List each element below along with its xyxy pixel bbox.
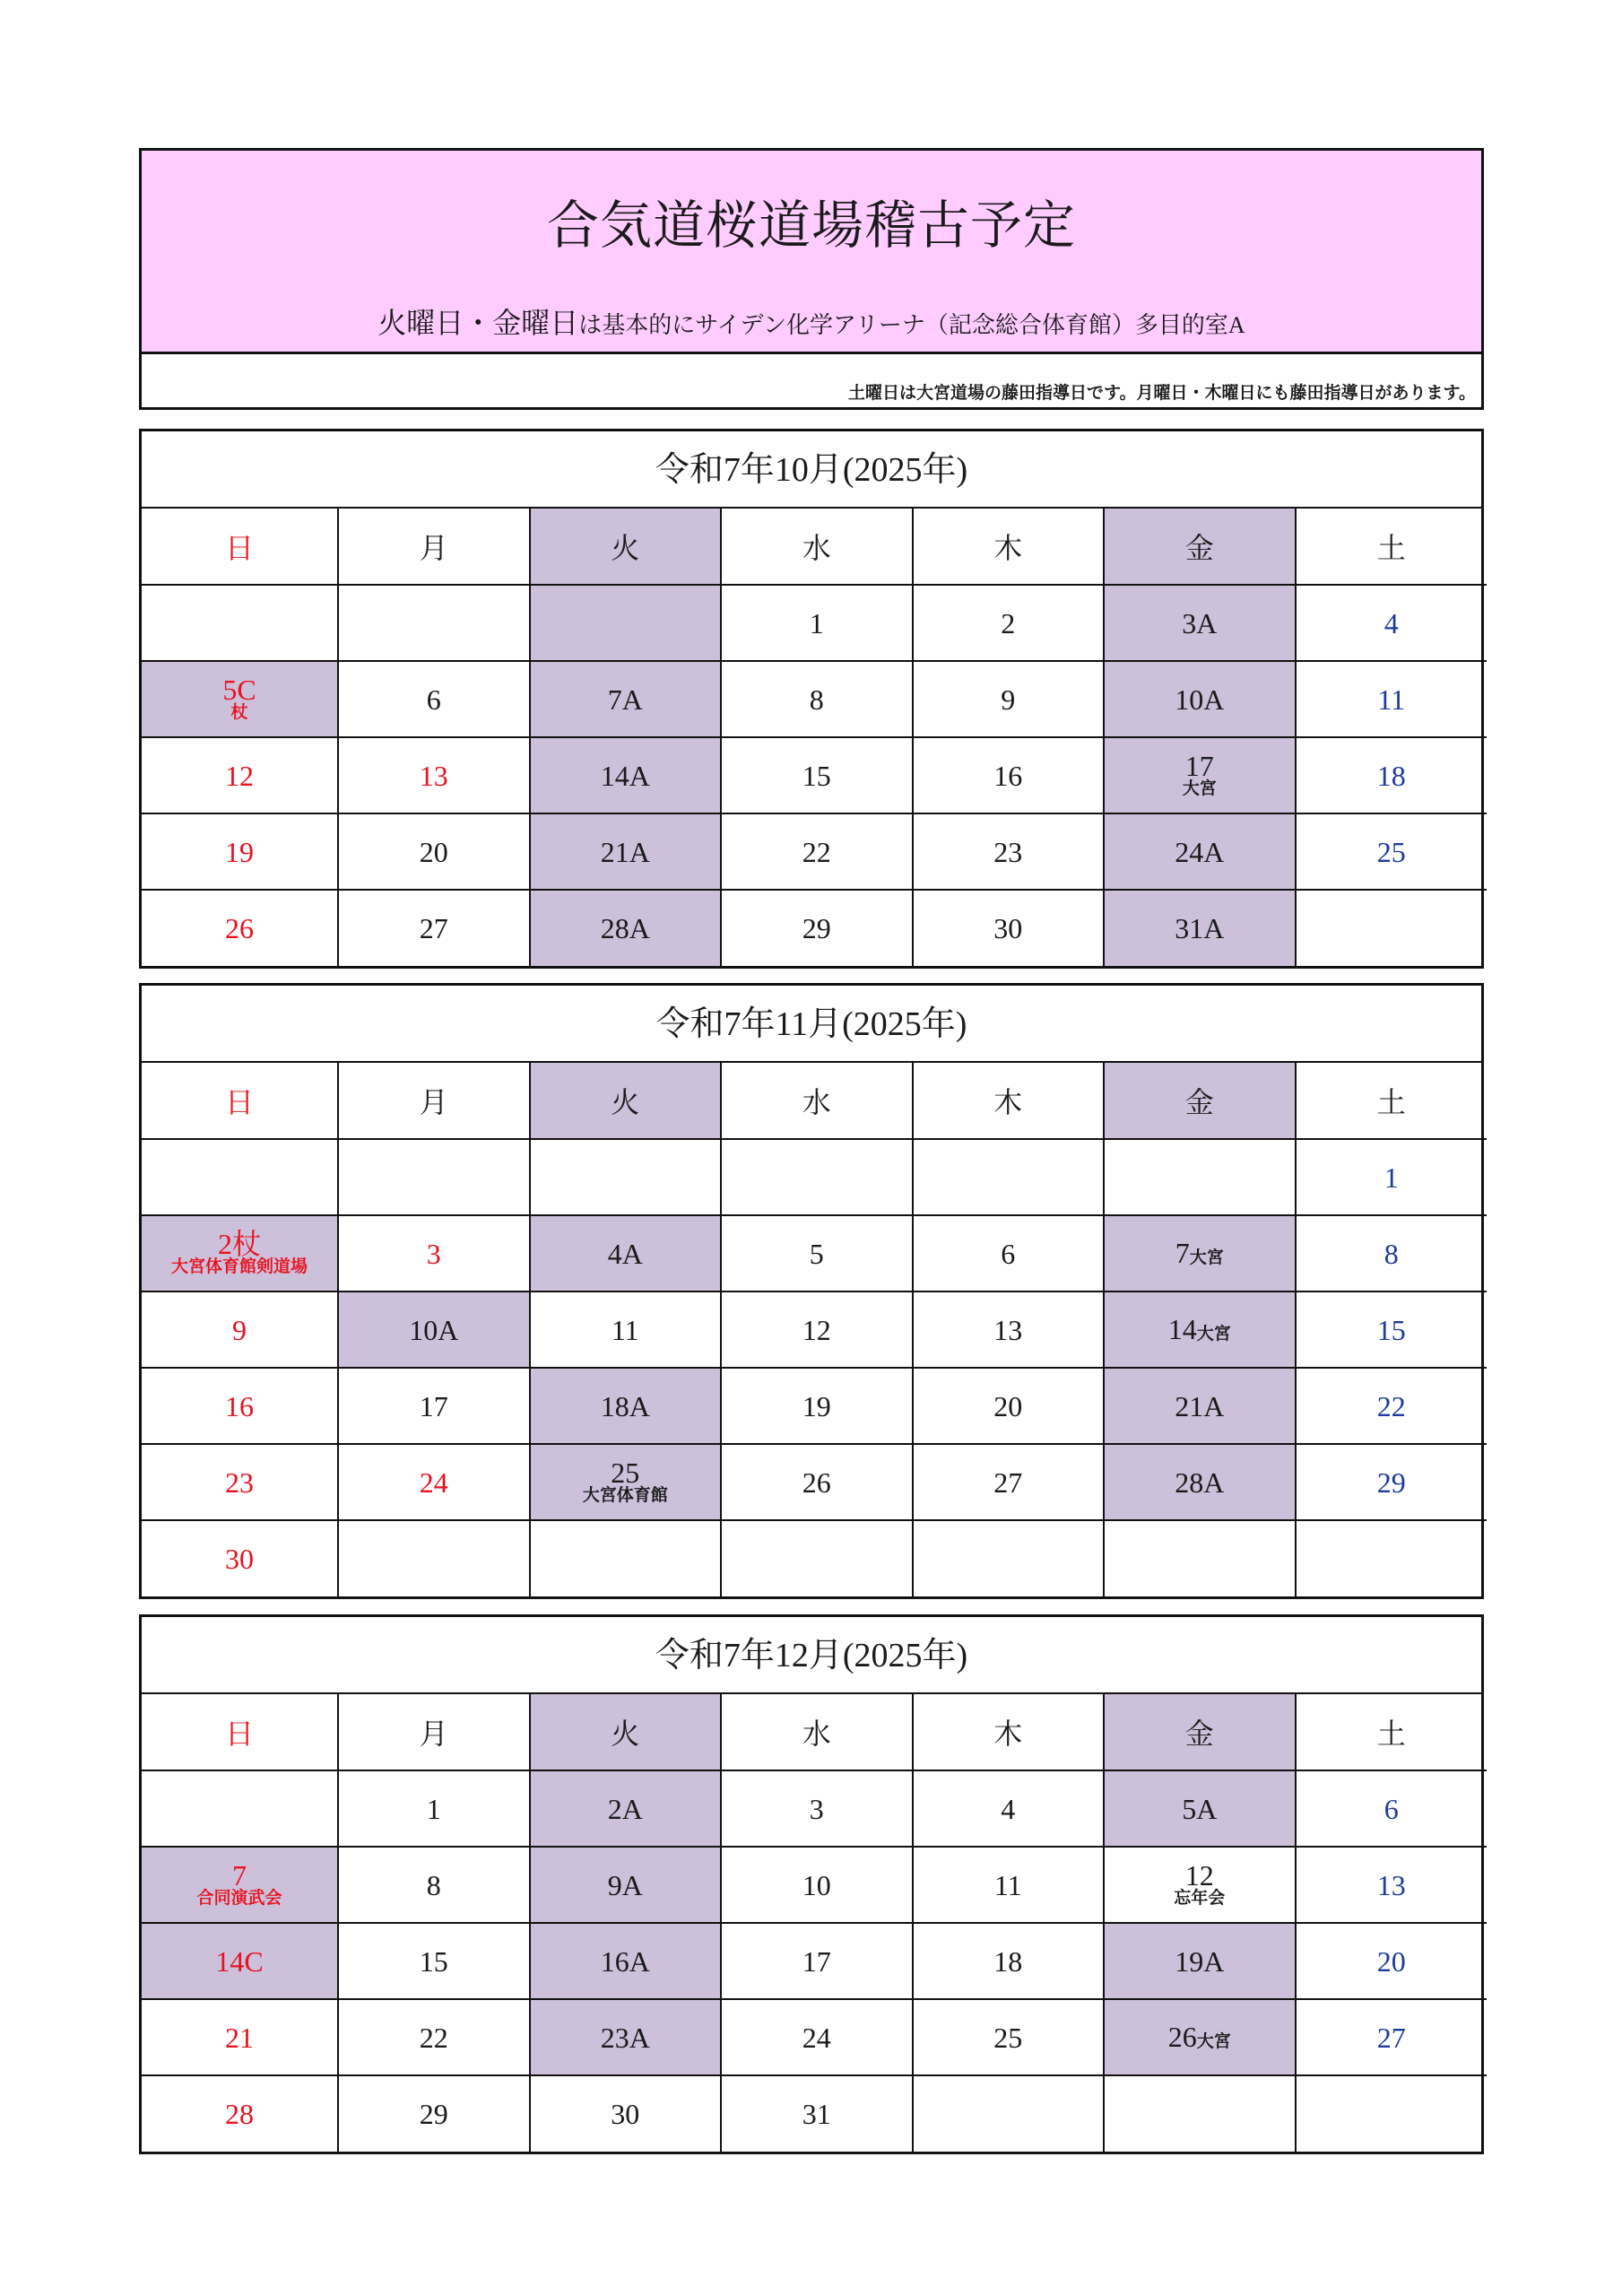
day-number: 15	[1376, 1313, 1406, 1346]
day-event-note: 忘年会	[1174, 1889, 1226, 1909]
day-number: 13	[1376, 1868, 1406, 1901]
day-number: 14	[1167, 1313, 1197, 1345]
weekday-header: 月	[338, 1063, 530, 1139]
day-number: 3	[809, 1792, 824, 1825]
day-cell	[721, 1215, 913, 1292]
day-cell	[530, 1999, 722, 2075]
day-cell	[1296, 1444, 1488, 1520]
day-cell	[530, 1139, 722, 1215]
weekday-header: 金	[1104, 1694, 1296, 1770]
day-number: 18	[1376, 759, 1406, 792]
day-number: 2	[1001, 606, 1016, 639]
day-cell	[913, 1444, 1105, 1520]
day-number: 10	[802, 1868, 831, 1901]
schedule-header	[139, 148, 1484, 410]
day-number: 31A	[1175, 912, 1225, 944]
day-cell	[530, 1292, 722, 1368]
day-cell	[721, 2075, 913, 2152]
day-number: 4	[1001, 1792, 1016, 1825]
day-cell	[721, 1292, 913, 1368]
day-cell	[142, 1999, 338, 2075]
day-number: 8	[1383, 1237, 1399, 1270]
day-number: 2A	[607, 1792, 643, 1825]
page-title: 合気道桜道場稽古予定	[546, 196, 1076, 255]
day-number: 16A	[600, 1944, 650, 1978]
day-cell	[338, 813, 530, 890]
day-number: 15	[802, 759, 831, 792]
weekday-header: 水	[721, 1694, 913, 1770]
day-number: 26	[802, 1465, 831, 1499]
day-cell	[913, 1292, 1105, 1368]
day-cell	[530, 1215, 722, 1292]
week-row	[142, 1215, 1487, 1292]
day-number: 21	[225, 2021, 254, 2054]
day-cell	[913, 1770, 1105, 1847]
day-cell	[721, 1770, 913, 1847]
day-cell	[142, 1923, 338, 1999]
day-number: 19A	[1175, 1944, 1225, 1978]
weekday-header: 土	[1296, 509, 1488, 585]
day-number: 7	[232, 1859, 247, 1892]
day-cell	[338, 1770, 530, 1847]
day-number: 20	[1376, 1944, 1406, 1978]
day-venue-note: 大宮	[1196, 1325, 1231, 1344]
day-cell	[142, 1215, 338, 1292]
day-cell	[142, 661, 338, 737]
day-number: 11	[611, 1313, 639, 1346]
day-cell	[530, 1847, 722, 1923]
weekday-header: 火	[530, 1694, 722, 1770]
day-number: 23A	[600, 2021, 650, 2054]
day-cell	[913, 585, 1105, 661]
day-event-note: 大宮	[1182, 779, 1217, 799]
day-cell	[338, 1444, 530, 1520]
day-number: 29	[1376, 1465, 1406, 1499]
day-number: 5A	[1182, 1792, 1218, 1825]
day-number: 22	[419, 2021, 448, 2054]
day-number: 25	[611, 1457, 640, 1490]
day-number: 3	[426, 1237, 441, 1270]
day-cell	[530, 661, 722, 737]
day-number: 22	[802, 835, 831, 868]
day-cell	[913, 813, 1105, 890]
weekday-header: 金	[1104, 509, 1296, 585]
day-number: 28	[225, 2098, 254, 2130]
day-venue-note: 大宮	[1196, 2032, 1231, 2051]
day-event-note: 合同演武会	[196, 1889, 282, 1909]
day-cell	[1104, 585, 1296, 661]
week-row	[142, 1368, 1487, 1444]
day-cell	[142, 890, 338, 966]
day-number: 1	[809, 606, 824, 639]
day-cell	[721, 1923, 913, 1999]
weekday-header: 土	[1296, 1063, 1488, 1139]
day-cell	[1104, 1999, 1296, 2075]
weekday-header: 土	[1296, 1694, 1488, 1770]
day-number: 6	[426, 683, 441, 716]
weekday-header: 木	[913, 1063, 1105, 1139]
day-cell	[142, 585, 338, 661]
day-cell	[338, 1847, 530, 1923]
month-title: 令和7年10月(2025年)	[142, 431, 1481, 509]
day-number: 5C	[222, 674, 256, 707]
day-cell	[1104, 1368, 1296, 1444]
day-number: 7A	[607, 683, 643, 716]
day-event-note: 大宮体育館剣道場	[170, 1257, 308, 1277]
day-number: 26	[225, 912, 254, 944]
day-cell	[338, 1520, 530, 1596]
day-cell	[142, 1139, 338, 1215]
weekday-header: 水	[721, 1063, 913, 1139]
day-number: 10A	[409, 1313, 459, 1346]
day-number: 15	[419, 1944, 448, 1978]
week-row	[142, 1444, 1487, 1520]
day-venue-note: 大宮	[1189, 1248, 1224, 1267]
day-cell	[1296, 585, 1488, 661]
day-number: 23	[225, 1465, 254, 1499]
weekday-header: 月	[338, 1694, 530, 1770]
day-number: 11	[993, 1868, 1022, 1901]
day-cell	[913, 737, 1105, 813]
day-cell	[142, 1368, 338, 1444]
day-cell	[142, 2075, 338, 2152]
week-row	[142, 661, 1487, 737]
day-cell	[142, 813, 338, 890]
day-number: 25	[993, 2021, 1023, 2054]
day-cell	[721, 1847, 913, 1923]
day-cell	[1104, 1292, 1296, 1368]
day-number: 5	[809, 1237, 824, 1270]
day-cell	[1104, 1520, 1296, 1596]
week-row	[142, 1847, 1487, 1923]
day-cell	[338, 1215, 530, 1292]
day-cell	[913, 661, 1105, 737]
day-cell	[1296, 890, 1488, 966]
day-cell	[142, 1444, 338, 1520]
day-cell	[721, 1999, 913, 2075]
day-cell	[530, 2075, 722, 2152]
day-number: 4	[1383, 606, 1399, 639]
weekday-header: 火	[530, 509, 722, 585]
day-cell	[1104, 813, 1296, 890]
day-cell	[721, 1368, 913, 1444]
weekday-header: 日	[142, 1063, 338, 1139]
weekday-header-row	[142, 1063, 1487, 1139]
day-number: 8	[809, 683, 824, 716]
day-cell	[721, 737, 913, 813]
month-calendar-october	[139, 429, 1484, 969]
day-cell	[142, 1292, 338, 1368]
day-cell	[721, 1139, 913, 1215]
day-cell	[530, 1368, 722, 1444]
week-row	[142, 1292, 1487, 1368]
day-number: 10A	[1175, 683, 1225, 716]
day-cell	[1296, 813, 1488, 890]
day-cell	[1296, 661, 1488, 737]
day-number: 9	[232, 1313, 247, 1346]
day-number: 26	[1167, 2021, 1197, 2053]
day-number: 12	[802, 1313, 831, 1346]
day-cell	[1104, 1847, 1296, 1923]
day-cell	[913, 1368, 1105, 1444]
day-cell	[721, 813, 913, 890]
day-cell	[530, 1770, 722, 1847]
day-cell	[1296, 1923, 1488, 1999]
week-row	[142, 1770, 1487, 1847]
day-cell	[1296, 1292, 1488, 1368]
day-cell	[142, 1847, 338, 1923]
day-cell	[913, 1923, 1105, 1999]
day-cell	[338, 737, 530, 813]
subtitle-days: 火曜日・金曜日	[377, 307, 579, 339]
weekday-header-row	[142, 1694, 1487, 1770]
day-number: 17	[419, 1389, 448, 1422]
week-row	[142, 813, 1487, 890]
weekday-header: 日	[142, 509, 338, 585]
weekday-header: 火	[530, 1063, 722, 1139]
calendar-grid	[142, 509, 1487, 966]
day-number: 13	[419, 759, 448, 792]
weekday-header: 日	[142, 1694, 338, 1770]
day-cell	[1104, 1770, 1296, 1847]
day-number: 14A	[600, 759, 650, 792]
day-number: 17	[1184, 750, 1214, 783]
day-number: 2杖	[217, 1228, 261, 1261]
day-cell	[338, 585, 530, 661]
day-number: 22	[1376, 1389, 1406, 1422]
week-row	[142, 737, 1487, 813]
day-number: 29	[802, 912, 831, 944]
day-cell	[913, 1999, 1105, 2075]
week-row	[142, 1139, 1487, 1215]
day-number: 12	[225, 759, 254, 792]
day-number: 18A	[600, 1389, 650, 1422]
day-cell	[913, 1847, 1105, 1923]
day-cell	[142, 1770, 338, 1847]
month-title: 令和7年12月(2025年)	[142, 1617, 1481, 1694]
day-number: 27	[419, 912, 448, 944]
day-cell	[530, 1520, 722, 1596]
day-number: 9	[1001, 683, 1016, 716]
day-number: 24	[802, 2021, 831, 2054]
day-number: 13	[993, 1313, 1023, 1346]
day-cell	[530, 737, 722, 813]
day-number: 19	[802, 1389, 831, 1422]
day-number: 30	[225, 1543, 254, 1575]
week-row	[142, 1999, 1487, 2075]
day-number: 19	[225, 835, 254, 868]
day-cell	[338, 2075, 530, 2152]
day-number: 29	[419, 2098, 448, 2130]
day-cell	[1104, 2075, 1296, 2152]
calendar-grid	[142, 1694, 1487, 2152]
week-row	[142, 585, 1487, 661]
day-number: 17	[802, 1944, 831, 1978]
day-number: 31	[802, 2098, 831, 2130]
day-event-note: 杖	[230, 703, 248, 723]
day-cell	[1296, 1139, 1488, 1215]
day-number: 28A	[600, 912, 650, 944]
day-cell	[1296, 1520, 1488, 1596]
day-cell	[1296, 1215, 1488, 1292]
day-cell	[1104, 1139, 1296, 1215]
day-cell	[530, 585, 722, 661]
week-row	[142, 890, 1487, 966]
day-cell	[338, 661, 530, 737]
day-number: 6	[1383, 1792, 1399, 1825]
header-banner	[142, 151, 1481, 354]
day-cell	[142, 1520, 338, 1596]
day-number: 16	[225, 1389, 254, 1422]
week-row	[142, 2075, 1487, 2152]
weekday-header: 木	[913, 1694, 1105, 1770]
day-cell	[530, 890, 722, 966]
day-number: 24	[419, 1465, 448, 1499]
day-number: 6	[1001, 1237, 1016, 1270]
subtitle-location: は基本的にサイデン化学アリーナ（記念総合体育館）多目的室A	[578, 312, 1245, 338]
day-cell	[338, 1999, 530, 2075]
day-number: 1	[1383, 1161, 1399, 1194]
day-cell	[338, 1368, 530, 1444]
day-number: 12	[1184, 1859, 1214, 1892]
day-number: 24A	[1175, 835, 1225, 868]
day-cell	[1296, 1770, 1488, 1847]
day-number: 9A	[607, 1868, 643, 1901]
day-cell	[338, 890, 530, 966]
day-cell	[338, 1292, 530, 1368]
day-cell	[1104, 661, 1296, 737]
day-cell	[338, 1139, 530, 1215]
month-calendar-december	[139, 1614, 1484, 2154]
day-cell	[913, 1520, 1105, 1596]
day-cell	[1296, 737, 1488, 813]
day-cell	[1104, 1215, 1296, 1292]
day-cell	[721, 1444, 913, 1520]
day-cell	[1104, 737, 1296, 813]
week-row	[142, 1520, 1487, 1596]
day-cell	[1104, 890, 1296, 966]
day-cell	[530, 1923, 722, 1999]
day-cell	[1296, 1847, 1488, 1923]
day-cell	[142, 737, 338, 813]
day-number: 8	[426, 1868, 441, 1901]
day-cell	[1104, 1444, 1296, 1520]
day-cell	[1296, 2075, 1488, 2152]
day-number: 1	[426, 1792, 441, 1825]
day-number: 23	[993, 835, 1023, 868]
weekday-header-row	[142, 509, 1487, 585]
day-cell	[721, 661, 913, 737]
week-row	[142, 1923, 1487, 1999]
weekday-header: 木	[913, 509, 1105, 585]
day-number: 4A	[607, 1237, 643, 1270]
day-cell	[721, 890, 913, 966]
weekday-header: 金	[1104, 1063, 1296, 1139]
day-cell	[1296, 1368, 1488, 1444]
day-number: 30	[611, 2098, 640, 2130]
month-calendar-november	[139, 983, 1484, 1599]
day-number: 20	[993, 1389, 1023, 1422]
day-number: 28A	[1175, 1465, 1225, 1499]
day-cell	[530, 1444, 722, 1520]
day-number: 14C	[215, 1944, 264, 1978]
day-cell	[721, 585, 913, 661]
day-number: 18	[993, 1944, 1023, 1978]
weekday-header: 水	[721, 509, 913, 585]
day-number: 27	[1376, 2021, 1406, 2054]
instructor-note: 土曜日は大宮道場の藤田指導日です。月曜日・木曜日にも藤田指導日があります。	[848, 384, 1476, 403]
day-cell	[338, 1923, 530, 1999]
day-number: 20	[419, 835, 448, 868]
month-title: 令和7年11月(2025年)	[142, 986, 1481, 1063]
day-number: 7	[1175, 1237, 1190, 1269]
day-cell	[1104, 1923, 1296, 1999]
day-cell	[913, 1139, 1105, 1215]
day-number: 25	[1376, 835, 1406, 868]
day-number: 11	[1377, 683, 1406, 716]
day-number: 21A	[600, 835, 650, 868]
day-event-note: 大宮体育館	[582, 1486, 668, 1506]
day-cell	[913, 2075, 1105, 2152]
day-cell	[913, 890, 1105, 966]
day-cell	[1296, 1999, 1488, 2075]
day-number: 16	[993, 759, 1023, 792]
day-cell	[913, 1215, 1105, 1292]
day-cell	[530, 813, 722, 890]
day-number: 3A	[1182, 606, 1218, 639]
day-number: 27	[993, 1465, 1023, 1499]
day-number: 30	[993, 912, 1023, 944]
calendar-grid	[142, 1063, 1487, 1596]
day-number: 21A	[1175, 1389, 1225, 1422]
weekday-header: 月	[338, 509, 530, 585]
header-subtitle	[142, 300, 1481, 342]
day-cell	[721, 1520, 913, 1596]
